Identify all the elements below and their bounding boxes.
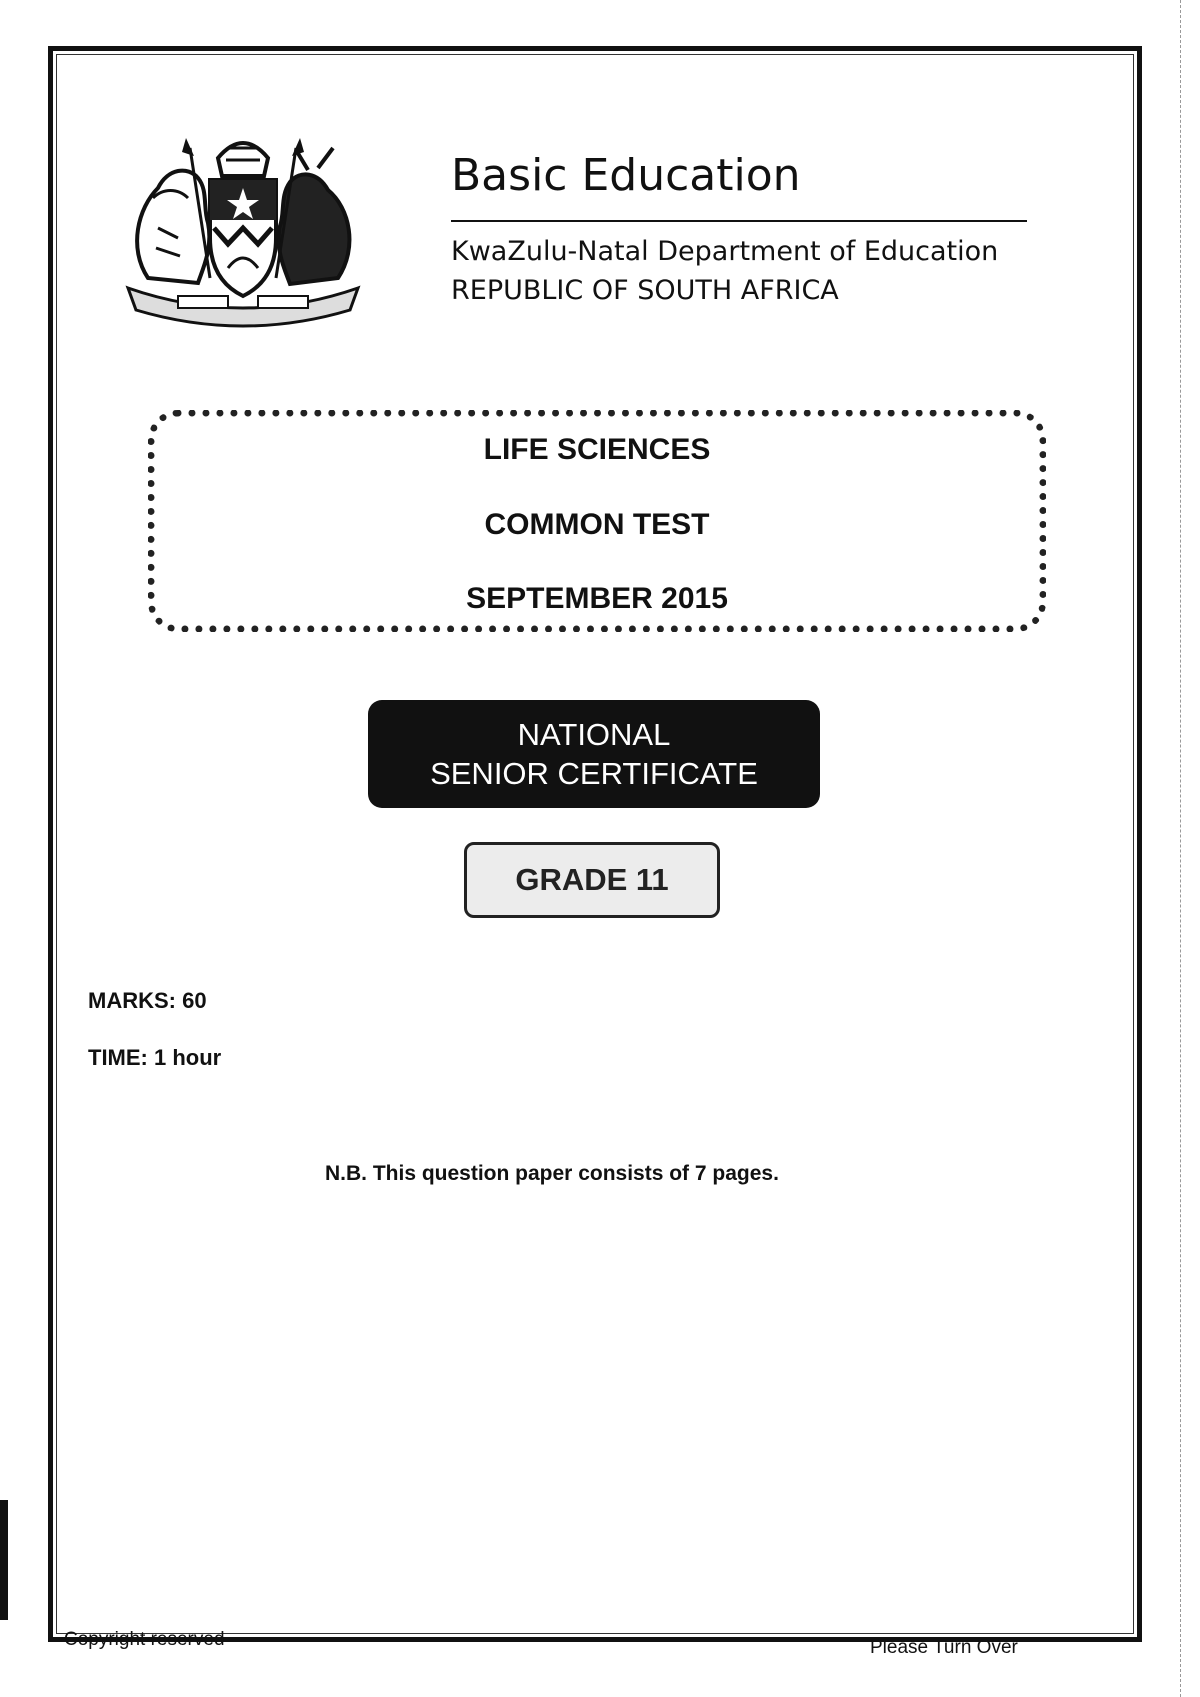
- header-divider: [451, 220, 1027, 222]
- turn-over-footer: Please Turn Over: [870, 1637, 1018, 1658]
- test-title: COMMON TEST: [484, 508, 710, 541]
- copyright-footer: Copyright reserved: [64, 1629, 225, 1650]
- page-count-note: N.B. This question paper consists of 7 pages.: [325, 1162, 779, 1185]
- grade-badge: [464, 842, 720, 918]
- department-name: KwaZulu-Natal Department of Education: [451, 236, 999, 267]
- certificate-banner: [368, 700, 820, 808]
- time-info: TIME: 1 hour: [88, 1045, 222, 1070]
- marks-info: MARKS: 60: [88, 988, 207, 1013]
- certificate-line-2: SENIOR CERTIFICATE: [430, 756, 758, 791]
- grade-label: GRADE 11: [515, 862, 669, 897]
- country-name: REPUBLIC OF SOUTH AFRICA: [451, 275, 839, 306]
- header-title: Basic Education: [451, 150, 801, 201]
- test-date: SEPTEMBER 2015: [466, 582, 728, 615]
- subject-title: LIFE SCIENCES: [483, 433, 711, 466]
- certificate-line-1: NATIONAL: [517, 717, 671, 752]
- scan-edge-line: [1180, 0, 1181, 1697]
- coat-of-arms-icon: [118, 128, 368, 328]
- scan-side-tab: [0, 1500, 8, 1620]
